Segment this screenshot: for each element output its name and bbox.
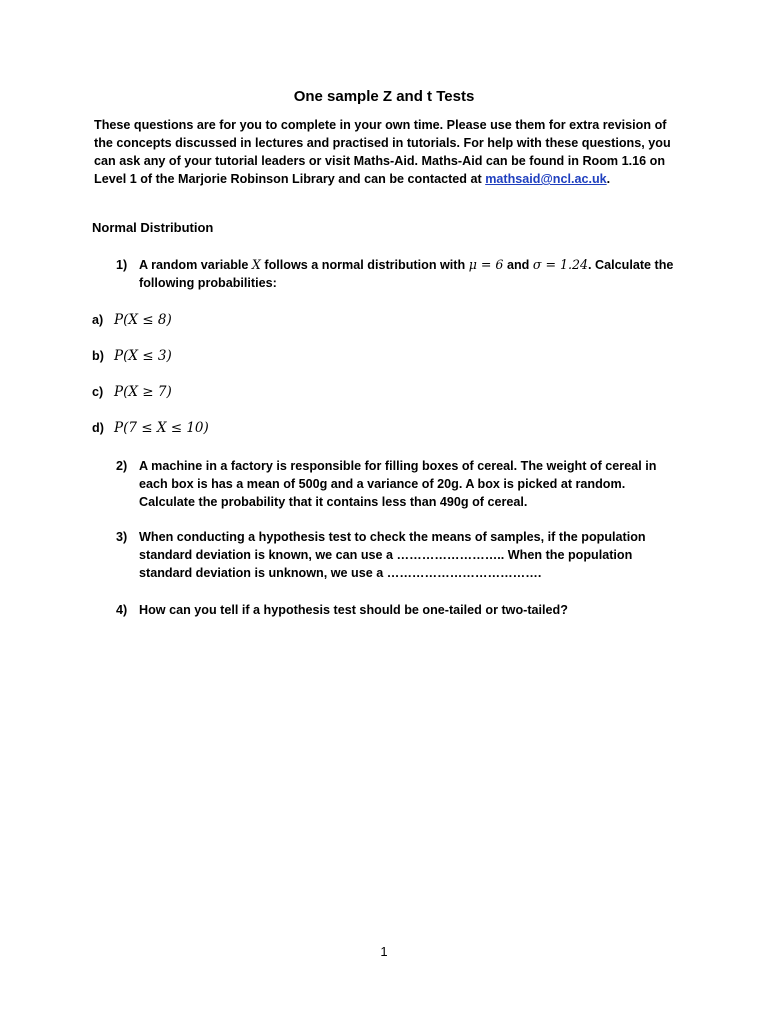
- intro-paragraph: [94, 116, 684, 188]
- part-expression: P(X ≤ 3): [114, 348, 172, 364]
- question-2: [116, 457, 676, 511]
- question-text: When conducting a hypothesis test to check the means of samples, if the population standard deviation is known, we can use a …………………….. When the population standard deviation is unknown, we use a ……………………………….: [139, 530, 646, 580]
- question-number: 3): [116, 530, 128, 544]
- part-letter: c): [92, 385, 104, 399]
- part-expression: P(7 ≤ X ≤ 10): [114, 420, 209, 436]
- part-expression: P(X ≤ 8): [114, 312, 172, 328]
- part-b: [92, 348, 172, 364]
- part-letter: b): [92, 349, 104, 363]
- page-title: One sample Z and t Tests: [293, 88, 475, 105]
- page-number: 1: [380, 944, 388, 959]
- math-mu: μ = 6: [468, 257, 504, 272]
- part-a: [92, 312, 172, 328]
- question-text: A machine in a factory is responsible for filling boxes of cereal. The weight of cereal in each box is has a mean of 500g and a variance of 20g. A box is picked at random. Calculate the probability that it contains less than 490g of cereal.: [139, 459, 657, 509]
- section-heading: Normal Distribution: [92, 220, 214, 235]
- question-3: [116, 528, 676, 582]
- question-number: 4): [116, 603, 128, 617]
- email-link[interactable]: mathsaid@ncl.ac.uk: [485, 172, 607, 186]
- question-number: 1): [116, 258, 128, 272]
- question-text: A random variable X follows a normal distribution with μ = 6 and σ = 1.24. Calculate the following probabilities:: [139, 257, 674, 290]
- part-d: [92, 420, 209, 436]
- intro-end: .: [606, 172, 611, 186]
- intro-text: These questions are for you to complete in your own time. Please use them for extra revision of the concepts discussed in lectures and practised in tutorials. For help with these questions, you can ask any of your tutorial leaders or visit Maths-Aid. Maths-Aid can be found in Room 1.16 on Level 1 of the Marjorie Robinson Library and can be contacted at: [94, 118, 671, 186]
- question-4: [116, 601, 676, 619]
- math-sigma: σ = 1.24: [532, 257, 589, 272]
- part-letter: d): [92, 421, 104, 435]
- part-letter: a): [92, 313, 104, 327]
- question-text: How can you tell if a hypothesis test should be one-tailed or two-tailed?: [139, 603, 568, 617]
- math-variable: X: [251, 257, 261, 272]
- question-number: 2): [116, 459, 128, 473]
- question-1: [116, 256, 676, 292]
- part-expression: P(X ≥ 7): [114, 384, 172, 400]
- part-c: [92, 384, 172, 400]
